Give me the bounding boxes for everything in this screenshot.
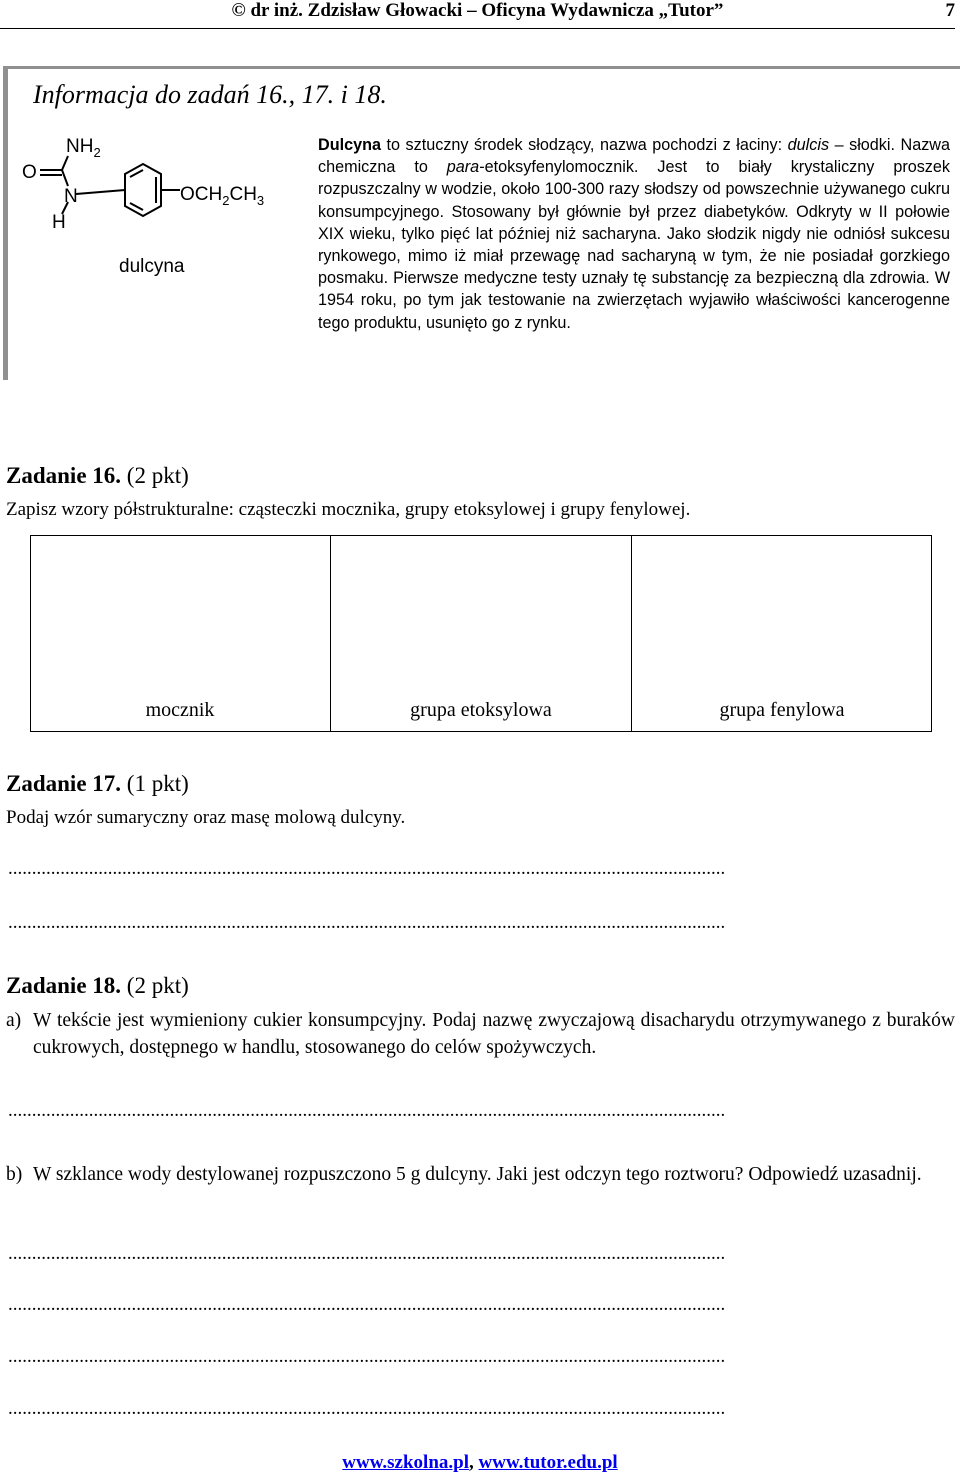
header-divider [0, 28, 955, 29]
page-number: 7 [945, 0, 955, 21]
column-label-fenylowa: grupa fenylowa [719, 699, 845, 721]
info-title: Informacja do zadań 16., 17. i 18. [33, 80, 387, 109]
task16-heading: Zadanie 16. (2 pkt) [6, 463, 189, 488]
page-header [0, 0, 955, 20]
task18-heading: Zadanie 18. (2 pkt) [6, 973, 189, 998]
answer-line[interactable]: ....................................................................................................................................................... [8, 1243, 726, 1264]
task18a-text: W tekście jest wymieniony cukier konsumpcyjny. Podaj nazwę zwyczajową disacharydu otrzymywanego z buraków cukrowych, dostępnego w handlu, stosowanego do celów spożywczych. [33, 1010, 955, 1058]
footer-link-szkolna[interactable]: www.szkolna.pl [342, 1452, 469, 1473]
task18b-marker: b) [6, 1164, 23, 1185]
task17-text: Podaj wzór sumaryczny oraz masę molową dulcyny. [6, 807, 406, 828]
task18a-marker: a) [6, 1010, 22, 1031]
och2ch3-label: $OCH_2CH_3$ [180, 184, 265, 208]
o-label: O [22, 162, 37, 183]
answer-line[interactable]: ....................................................................................................................................................... [8, 1346, 726, 1367]
answer-line[interactable]: ....................................................................................................................................................... [8, 912, 726, 933]
answer-line[interactable]: ....................................................................................................................................................... [8, 1100, 726, 1121]
header-title: © dr inż. Zdzisław Głowacki – Oficyna Wydawnicza „Tutor” [231, 0, 724, 21]
bond-c-n [62, 170, 68, 186]
dulcyna-structure-diagram [18, 128, 278, 238]
task18b-text: W szklance wody destylowanej rozpuszczono 5 g dulcyny. Jaki jest odczyn tego roztworu? Odpowiedź uzasadnij. [33, 1164, 922, 1185]
nh2-label: $NH_2$ [66, 136, 101, 160]
bond-n-ring [76, 190, 125, 194]
page-footer: www.szkolna.pl, www.tutor.edu.pl [342, 1452, 618, 1473]
info-paragraph: Dulcyna to sztuczny środek słodzący, nazwa pochodzi z łaciny: dulcis – słodki. Nazwa chemiczna to para-etoksyfenylomocznik. Jest to biały krystaliczny proszek rozpuszczalny w wodzie, około 100-300 razy słodszy od powszechnie używanego cukru konsumpcyjnego. Stosowany był głównie był przez diabetyków. Odkryty w II połowie XIX wieku, tylko pięć lat później niż sacharyna. Jako słodzik nigdy nie odniósł sukcesu rynkowego, mimo iż miał przewagę nad sacharyną w tym, że nie posiadał gorzkiego posmaku. Pierwsze medyczne testy uznały tę substancję za bezpieczną dla zdrowia. W 1954 roku, po tym jak testowanie na zwierzętach wyjawiło właściwości kancerogenne tego produktu, usunięto go z rynku. [318, 136, 950, 332]
h-label: H [52, 212, 66, 233]
footer-link-tutor[interactable]: www.tutor.edu.pl [478, 1452, 618, 1473]
answer-line[interactable]: ....................................................................................................................................................... [8, 1398, 726, 1419]
answer-line[interactable]: ....................................................................................................................................................... [8, 858, 726, 879]
column-label-mocznik: mocznik [145, 699, 215, 721]
answer-line[interactable]: ....................................................................................................................................................... [8, 1294, 726, 1315]
column-label-etoksylowa: grupa etoksylowa [410, 699, 552, 721]
task16-text: Zapisz wzory półstrukturalne: cząsteczki mocznika, grupy etoksylowej i grupy fenylowej. [6, 499, 691, 520]
task17-heading: Zadanie 17. (1 pkt) [6, 771, 189, 796]
n-label: N [64, 186, 78, 207]
bond-c-nh2 [62, 156, 68, 170]
structure-caption: dulcyna [119, 256, 185, 277]
info-text-bold: Dulcyna [318, 136, 381, 154]
